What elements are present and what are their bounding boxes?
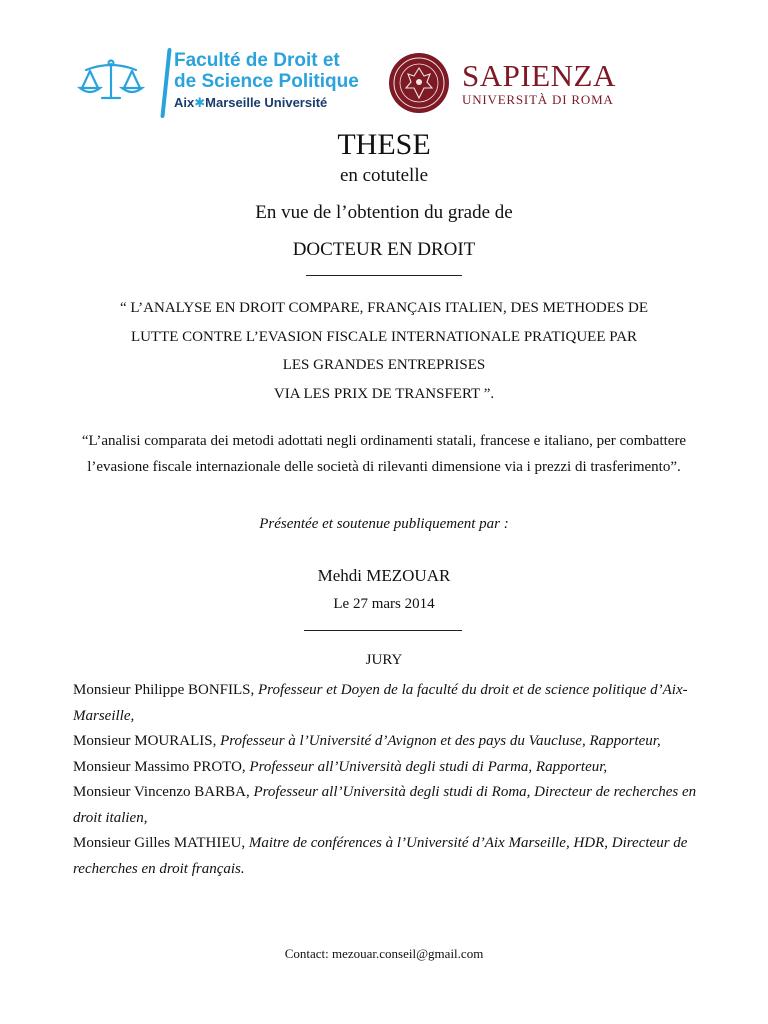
faculty-logo-divider: [160, 48, 171, 118]
jury-member: [73, 780, 713, 831]
faculty-name-line1: Faculté de Droit et: [174, 50, 340, 71]
author-name: Mehdi MEZOUAR: [317, 566, 451, 585]
jury-member-role: Maitre de conférences à l’Université d’Aix Marseille, HDR, Directeur de recherches en droit français.: [73, 835, 688, 877]
jury-member-role: Professeur et Doyen de la faculté du droit et de science politique d’Aix-Marseille,: [73, 682, 688, 724]
jury-member: [73, 755, 713, 781]
french-title-line: LUTTE CONTRE L’EVASION FISCALE INTERNATIONALE PRATIQUEE PAR: [130, 328, 638, 345]
university-name: [174, 95, 359, 111]
jury-member-name: Monsieur Vincenzo BARBA,: [73, 784, 254, 800]
defense-date: Le 27 mars 2014: [333, 596, 435, 612]
faculty-logo-text: [174, 50, 359, 111]
jury-list: [73, 678, 713, 882]
italian-thesis-title: “L’analisi comparata dei metodi adottati negli ordinamenti statali, francese e italiano, per combattere l’evasione fiscale internazionale delle società di rilevanti dimensione via i prezzi di trasferimento”.: [81, 433, 687, 475]
faculty-logo: [76, 48, 376, 124]
jury-member-name: Monsieur Philippe BONFILS,: [73, 682, 259, 698]
sapienza-name: SAPIENZA: [462, 58, 616, 93]
sapienza-logo: [388, 52, 628, 122]
jury-member-name: Monsieur Gilles MATHIEU,: [73, 835, 249, 851]
french-thesis-title: [0, 294, 768, 408]
sapienza-logo-text: [462, 60, 616, 108]
obtention-line: En vue de l’obtention du grade de: [255, 202, 513, 223]
star-icon: ✱: [194, 95, 206, 110]
divider: [304, 630, 462, 631]
sapienza-seal-icon: [388, 52, 450, 114]
french-title-line: “ L’ANALYSE EN DROIT COMPARE, FRANÇAIS ITALIEN, DES METHODES DE: [119, 300, 648, 316]
faculty-name-line2: de Science Politique: [174, 71, 359, 92]
presented-by: Présentée et soutenue publiquement par :: [259, 516, 509, 532]
thesis-title: THESE: [337, 128, 431, 161]
jury-member-role: Professeur à l’Université d’Avignon et des pays du Vaucluse, Rapporteur,: [220, 733, 661, 749]
divider: [306, 275, 462, 276]
jury-heading: JURY: [365, 652, 403, 668]
jury-member: [73, 729, 713, 755]
jury-member-role: Professeur all’Università degli studi di Roma, Directeur de recherches en droit italien,: [73, 784, 697, 826]
university-name-part2: Marseille Université: [205, 95, 328, 110]
sapienza-subtitle: UNIVERSITÀ DI ROMA: [462, 92, 614, 107]
french-title-line: LES GRANDES ENTREPRISES: [282, 357, 486, 373]
contact-email: Contact: mezouar.conseil@gmail.com: [284, 946, 484, 961]
jury-member-name: Monsieur Massimo PROTO,: [73, 758, 250, 775]
french-title-line: VIA LES PRIX DE TRANSFERT ”.: [273, 385, 495, 402]
scales-of-justice-icon: [76, 58, 146, 106]
jury-member: [73, 831, 713, 882]
jury-member-name: Monsieur MOURALIS,: [73, 733, 221, 749]
jury-member: [73, 678, 713, 729]
cotutelle-label: en cotutelle: [339, 165, 429, 186]
degree-title: DOCTEUR EN DROIT: [292, 239, 476, 260]
jury-member-role: Professeur all’Università degli studi di Parma, Rapporteur,: [249, 758, 608, 775]
university-name-part1: Aix: [174, 95, 195, 110]
